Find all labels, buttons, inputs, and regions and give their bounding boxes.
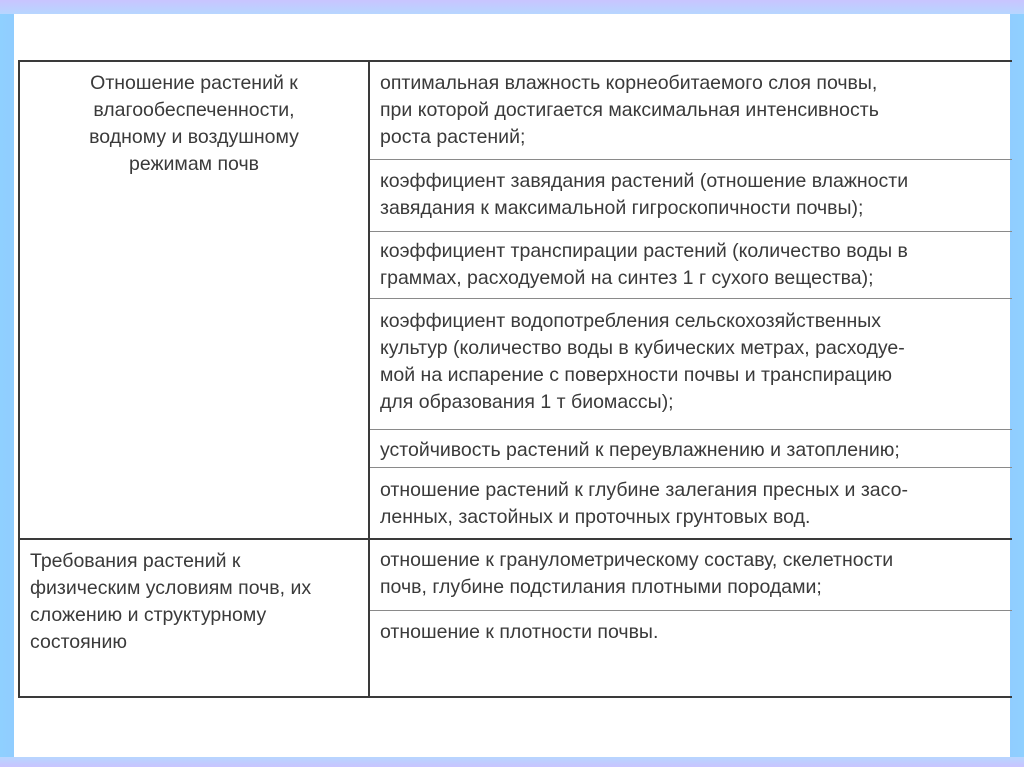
table-top-border	[18, 60, 1012, 62]
subrow-divider-6	[370, 610, 1012, 611]
subrow-divider-4	[370, 429, 1012, 430]
row-1-item-2: коэффициент завядания растений (отношение влажности завядания к максимальной гигроскопичности почвы);	[380, 170, 909, 219]
subrow-divider-3	[370, 298, 1012, 299]
row-group-divider	[18, 538, 1012, 540]
row-2-item-2: отношение к плотности почвы.	[380, 621, 659, 643]
table-column-divider	[368, 60, 370, 698]
subrow-divider-1	[370, 159, 1012, 160]
row-1-item-6: отношение растений к глубине залегания пресных и засо- ленных, застойных и проточных грунтовых вод.	[380, 479, 908, 528]
table	[18, 60, 1012, 698]
row-2-category: Требования растений к физическим условиям почв, их сложению и структурному состоянию	[30, 550, 312, 653]
row-1-item-1: оптимальная влажность корнеобитаемого слоя почвы, при которой достигается максимальная интенсивность роста растений;	[380, 72, 879, 148]
row-2-item-1: отношение к гранулометрическому составу, скелетности почв, глубине подстилания плотными породами;	[380, 549, 894, 598]
frame-bottom	[0, 757, 1024, 767]
table-bottom-border	[18, 696, 1012, 698]
row-1-item-4: коэффициент водопотребления сельскохозяйственных культур (количество воды в кубических метрах, расходуе- мой на испарение с поверхности почвы и транспирацию для образования 1 т биомассы);	[380, 310, 905, 413]
subrow-divider-2	[370, 231, 1012, 232]
frame-top	[0, 0, 1024, 14]
row-1-item-5: устойчивость растений к переувлажнению и затоплению;	[380, 439, 900, 461]
row-1-category: Отношение растений к влагообеспеченности, водному и воздушному режимам почв	[89, 72, 299, 175]
row-1-item-3: коэффициент транспирации растений (количество воды в граммах, расходуемой на синтез 1 г сухого вещества);	[380, 240, 908, 289]
subrow-divider-5	[370, 467, 1012, 468]
